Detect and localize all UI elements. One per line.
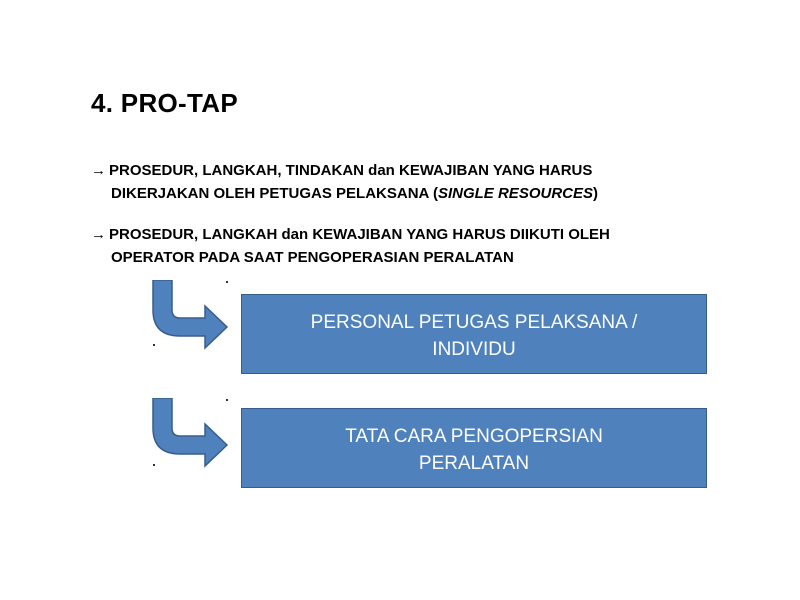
flow-box-1-line1: PERSONAL PETUGAS PELAKSANA / — [310, 312, 638, 333]
bullet-1-line2-emphasis: SINGLE RESOURCES — [437, 185, 593, 202]
flow-box-procedure — [241, 408, 707, 488]
bullet-2-line1: PROSEDUR, LANGKAH dan KEWAJIBAN YANG HARUS DIIKUTI OLEH — [109, 226, 610, 243]
bullet-1-line1: PROSEDUR, LANGKAH, TINDAKAN dan KEWAJIBAN YANG HARUS — [109, 162, 593, 179]
bullet-item-1 — [91, 159, 598, 205]
bullet-item-2 — [91, 223, 610, 269]
decorative-dot — [226, 399, 228, 401]
right-arrow-icon: → — [91, 226, 106, 243]
flow-box-personal — [241, 294, 707, 374]
bent-arrow-icon — [150, 280, 230, 350]
flow-box-1-line2: INDIVIDU — [432, 339, 516, 360]
right-arrow-icon: → — [91, 162, 106, 179]
bullet-1-line2-post: ) — [593, 185, 598, 202]
decorative-dot — [153, 464, 155, 466]
decorative-dot — [153, 344, 155, 346]
bullet-1-line2-pre: DIKERJAKAN OLEH PETUGAS PELAKSANA ( — [111, 185, 438, 202]
bullet-2-line2: OPERATOR PADA SAAT PENGOPERASIAN PERALATAN — [111, 249, 514, 266]
slide-title: 4. PRO-TAP — [91, 88, 238, 118]
flow-box-2-line1: TATA CARA PENGOPERSIAN — [345, 426, 603, 447]
decorative-dot — [226, 281, 228, 283]
bent-arrow-icon — [150, 398, 230, 468]
bullet-1-line2 — [91, 182, 598, 205]
flow-box-2-line2: PERALATAN — [418, 453, 530, 474]
